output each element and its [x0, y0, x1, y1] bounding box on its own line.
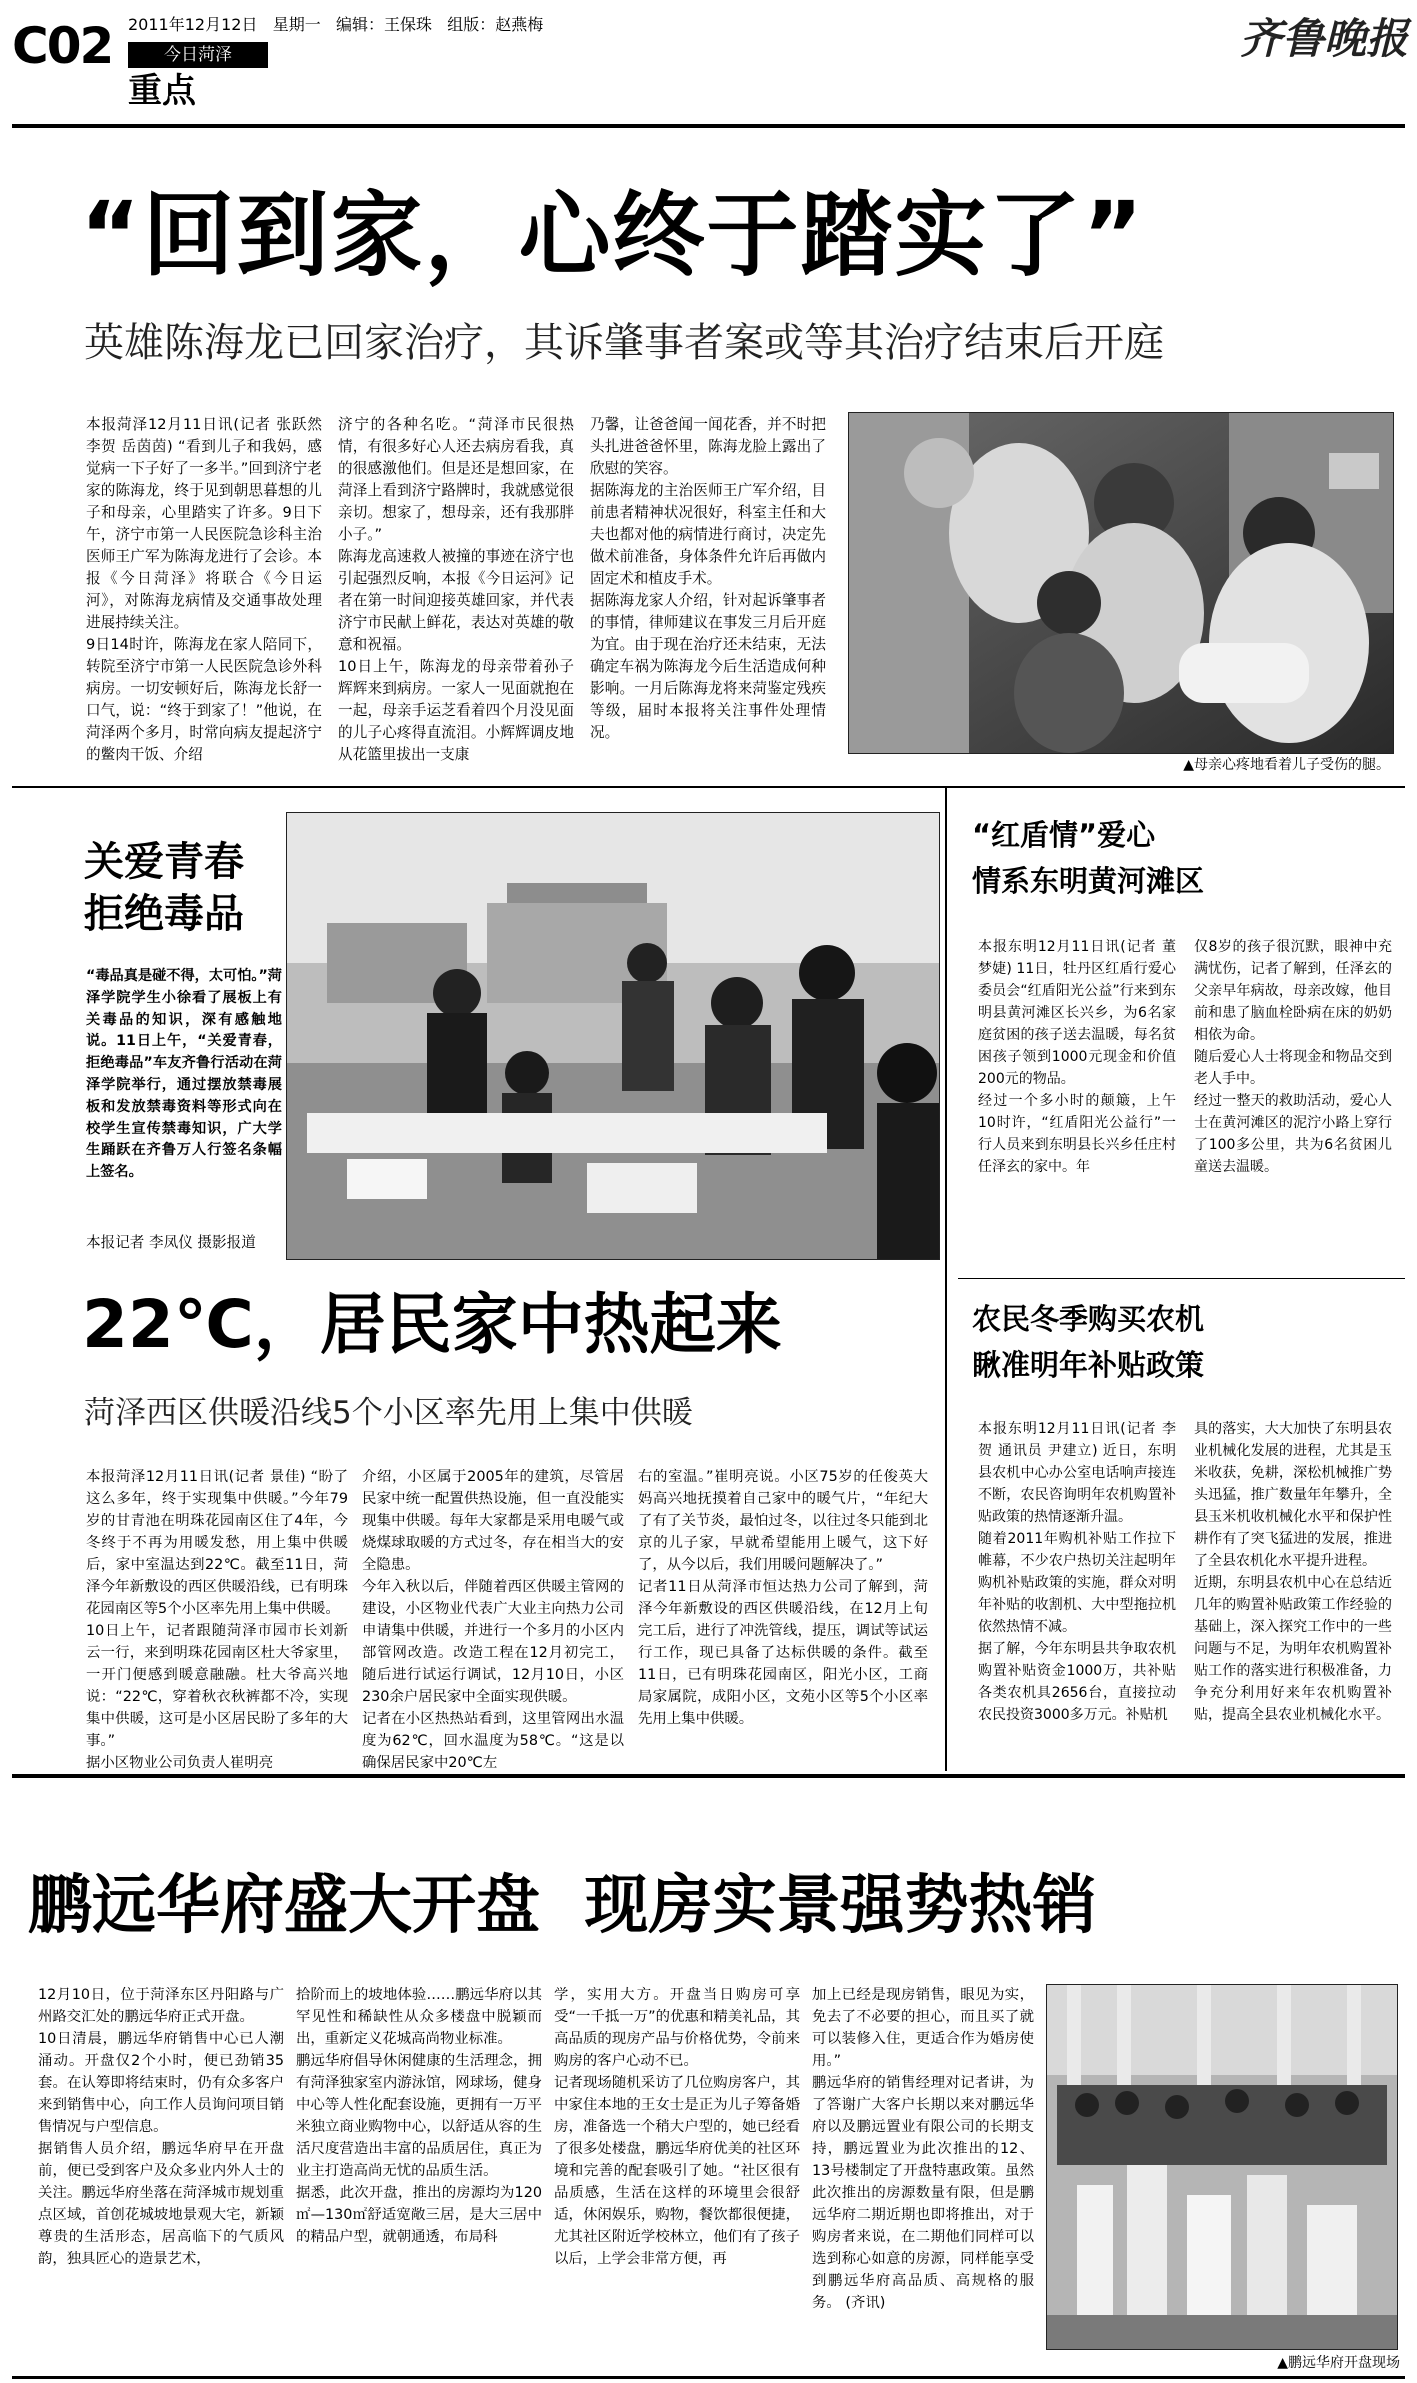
divider: [12, 786, 1405, 788]
divider: [945, 786, 947, 1771]
story1-column: 济宁的各种名吃。“菏泽市民很热情，有很多好心人还去病房看我，真的很感激他们。但是还是想回家，在菏泽上看到济宁路牌时，我就感觉很亲切。想家了，想母亲，还有我那胖小子。” 陈海龙高速救人被撞的事迹在济宁也引起强烈反响，本报《今日运河》记者在第一时间迎接英雄回家，并代表济宁市民献上鲜花，表达对英雄的敬意和祝福。 10日上午，陈海龙的母亲带着孙子辉辉来到病房。一家人一见面就抱在一起，母亲手运芝看着四个月没见面的儿子心疼得直流泪。小辉辉调皮地从花篮里拔出一支康: [338, 416, 574, 763]
story3-column: 仅8岁的孩子很沉默，眼神中充满忧伤，记者了解到，任泽玄的父亲早年病故，母亲改嫁，他目前和患了脑血栓卧病在床的奶奶相依为命。 随后爱心人士将现金和物品交到老人手中。 经过一整天的救助活动，爱心人士在黄河滩区的泥泞小路上穿行了100多公里，共为6名贫困儿童送去温暖。: [1194, 939, 1392, 1175]
story5-headline-line: 瞅准明年补贴政策: [972, 1348, 1205, 1382]
story1-photo-caption: ▲母亲心疼地看着儿子受伤的腿。: [1183, 757, 1390, 773]
weekday: 星期一: [272, 15, 321, 34]
story5-column: 具的落实，大大加快了东明县农业机械化发展的进程，尤其是玉米收获，免耕，深松机械推广势头迅猛，推广数量年年攀升，全县玉米机收机械化水平和保护性耕作有了突飞猛进的发展，推进了全县农机化水平提升进程。 近期，东明县农机中心在总结近几年的购置补贴政策工作经验的基础上，深入探究工作中的一些问题与不足，为明年农机购置补贴工作的落实进行积极准备，力争充分利用好来年农机购置补贴，提高全县农业机械化水平。: [1194, 1421, 1392, 1723]
story5-column: 本报东明12月11日讯(记者 李贺 通讯员 尹建立) 近日，东明县农机中心办公室电话响声接连不断，农民咨询明年农机购置补贴政策的热情逐渐升温。 随着2011年购机补贴工作拉下帷幕，不少农户热切关注起明年购机补贴政策的实施，群众对明年补贴的收割机、大中型拖拉机依然热情不减。 据了解，今年东明县共争取农机购置补贴资金1000万，共补贴各类农机具2656台，直接拉动农民投资3000多万元。补贴机: [978, 1421, 1176, 1723]
story5-headline-line: 农民冬季购买农机: [972, 1302, 1205, 1336]
story4-column: 本报菏泽12月11日讯(记者 景佳) “盼了这么多年，终于实现集中供暖。”今年79岁的甘青池在明珠花园南区住了4年，今冬终于不再为用暖发愁，用上集中供暖后，家中室温达到22℃。截至11日，菏泽今年新敷设的西区供暖沿线，已有明珠花园南区等5个小区率先用上集中供暖。 10日上午，记者跟随菏泽市园市长刘新云一行，来到明珠花园南区杜大爷家里，一开门便感到暖意融融。杜大爷高兴地说：“22℃，穿着秋衣秋裤都不冷，实现集中供暖，这可是小区居民盼了多年的大事。” 据小区物业公司负责人崔明亮: [86, 1469, 348, 1770]
ad-column: 12月10日，位于菏泽东区丹阳路与广州路交汇处的鹏远华府正式开盘。 10日清晨，鹏远华府销售中心已人潮涌动。开盘仅2个小时，便已劲销35套。在认筹即将结束时，仍有众多客户来到销售中心，向工作人员询问项目销售情况与户型信息。 据销售人员介绍，鹏远华府早在开盘前，便已受到客户及众多业内外人士的关注。鹏远华府坐落在菏泽城市规划重点区域，首创花城坡地景观大宅，新颖尊贵的生活形态，居高临下的气质风韵，独具匠心的造景艺术，: [38, 1987, 284, 2267]
ad-photo-caption: ▲鹏远华府开盘现场: [1277, 2355, 1400, 2371]
ad-column: 学，实用大方。开盘当日购房可享受“一千抵一万”的优惠和精美礼品，其高品质的现房产品与价格优势，令前来购房的客户心动不已。 记者现场随机采访了几位购房客户，其中家住本地的王女士是正为儿子筹备婚房，准备选一个稍大户型的，她已经看了很多处楼盘，鹏远华府优美的社区环境和完善的配套吸引了她。“社区很有品质感，生活在这样的环境里会很舒适，休闲娱乐，购物，餐饮都很便捷，尤其社区附近学校林立，他们有了孩子以后，上学会非常方便，再: [554, 1987, 800, 2267]
story3-headline-line: 情系东明黄河滩区: [972, 864, 1205, 898]
date: 2011年12月12日: [128, 15, 258, 34]
story4-column: 右的室温。”崔明亮说。小区75岁的任俊英大妈高兴地抚摸着自己家中的暖气片，“年纪大了有了关节炎，最怕过冬，以往过冬只能到北京的儿子家，早就希望能用上暖气，这下好了，从今以后，我们用暖问题解决了。” 记者11日从菏泽市恒达热力公司了解到，菏泽今年新敷设的西区供暖沿线，在12月上旬完工后，进行了冲洗管线，提压，调试等试运行工作，现已具备了达标供暖的条件。截至11日，已有明珠花园南区，阳光小区，工商局家属院，成阳小区，文苑小区等5个小区率先用上集中供暖。: [638, 1469, 928, 1727]
story3-headline-line: “红盾情”爱心: [972, 818, 1156, 852]
story1-column: 乃馨，让爸爸闻一闻花香，并不时把头扎进爸爸怀里，陈海龙脸上露出了欣慰的笑容。 据陈海龙的主治医师王广军介绍，目前患者精神状况很好，科室主任和大夫也都对他的病情进行商讨，决定先做术前准备，身体条件允许后再做内固定术和植皮手术。 据陈海龙家人介绍，针对起诉肇事者的事情，律师建议在事发三月后开庭为宜。由于现在治疗还未结束，无法确定车祸为陈海龙今后生活造成何种影响。一月后陈海龙将来菏鉴定残疾等级，届时本报将关注事件处理情况。: [590, 416, 826, 741]
masthead-rule: [12, 124, 1405, 128]
editor: 编辑：王保珠: [336, 15, 433, 34]
story2-byline: 本报记者 李凤仪 摄影报道: [86, 1234, 256, 1251]
story5-headline: [972, 1296, 1392, 1388]
story2-headline: [84, 836, 284, 940]
story2-headline-line: 拒绝毒品: [84, 891, 244, 937]
story1-headline: “回到家，心终于踏实了”: [80, 182, 1145, 289]
section-tag: 今日菏泽: [128, 42, 268, 68]
ad-headline: 鹏远华府盛大开盘 现房实景强势热销: [28, 1869, 1097, 1943]
sales-center-photo: [1047, 1985, 1397, 2349]
story4-subhead: 菏泽西区供暖沿线5个小区率先用上集中供暖: [84, 1395, 693, 1431]
story2-photo: [286, 812, 940, 1260]
divider: [958, 1278, 1405, 1279]
ad-photo: [1046, 1984, 1398, 2350]
ad-frame-rule: [12, 1774, 1405, 1778]
story4-column: 介绍，小区属于2005年的建筑，尽管居民家中统一配置供热设施，但一直没能实现集中供暖。每年大家都是采用电暖气或烧煤球取暖的方式过冬，存在相当大的安全隐患。 今年入秋以后，伴随着西区供暖主管网的建设，小区物业代表广大业主向热力公司申请集中供暖，并进行一个多月的小区内部管网改造。改造工程在12月初完工，随后进行试运行调试，12月10日，小区230余户居民家中全面实现供暖。 记者在小区热热站看到，这里管网出水温度为62℃，回水温度为58℃。“这是以确保居民家中20℃左: [362, 1469, 624, 1770]
issue-date: [128, 14, 543, 36]
story2-headline-line: 关爱青春: [84, 839, 244, 885]
story4-headline: 22℃，居民家中热起来: [82, 1286, 782, 1363]
ad-column: 拾阶而上的坡地体验……鹏远华府以其罕见性和稀缺性从众多楼盘中脱颖而出，重新定义花城高尚物业标准。 鹏远华府倡导休闲健康的生活理念，拥有菏泽独家室内游泳馆，网球场，健身中心等人性化配套设施，更拥有一万平米独立商业购物中心，以舒适从容的生活尺度营造出丰富的品质居住，真正为业主打造高尚无忧的品质生活。 据悉，此次开盘，推出的房源均为120㎡—130㎡舒适宽敞三居，是大三居中的精品户型，就朝通透，布局科: [296, 1987, 542, 2245]
family-hospital-photo: [849, 413, 1393, 753]
story1-subhead: 英雄陈海龙已回家治疗，其诉肇事者案或等其治疗结束后开庭: [84, 320, 1164, 366]
story3-headline: [972, 812, 1392, 904]
story2-body: “毒品真是碰不得，太可怕。”菏泽学院学生小徐看了展板上有关毒品的知识，深有感触地说。11日上午，“关爱青春，拒绝毒品”车友齐鲁行活动在菏泽学院举行，通过摆放禁毒展板和发放禁毒资料等形式向在校学生宣传禁毒知识，广大学生踊跃在齐鲁万人行签名条幅上签名。: [86, 968, 282, 1181]
bottom-rule: [12, 2376, 1405, 2379]
page-number: C02: [12, 17, 113, 75]
students-signing-photo: [287, 813, 939, 1259]
story3-column: 本报东明12月11日讯(记者 董梦婕) 11日，牡丹区红盾行爱心委员会“红盾阳光公益”行来到东明县黄河滩区长兴乡，为6名家庭贫困的孩子送去温暖，每名贫困孩子领到1000元现金和价值200元的物品。 经过一个多小时的颠簸，上午10时许，“红盾阳光公益行”一行人员来到东明县长兴乡任庄村任泽玄的家中。年: [978, 939, 1176, 1175]
story1-column: 本报菏泽12月11日讯(记者 张跃然 李贺 岳茵茵) “看到儿子和我妈，感觉病一下子好了一多半。”回到济宁老家的陈海龙，终于见到朝思暮想的儿子和母亲，心里踏实了许多。9日下午，济宁市第一人民医院急诊科主治医师王广军为陈海龙进行了会诊。本报《今日菏泽》将联合《今日运河》，对陈海龙病情及交通事故处理进展持续关注。 9日14时许，陈海龙在家人陪同下，转院至济宁市第一人民医院急诊外科病房。一切安顿好后，陈海龙长舒一口气，说：“终于到家了！”他说，在菏泽两个多月，时常向病友提起济宁的鳖肉干饭、介绍: [86, 416, 322, 763]
ad-column: 加上已经是现房销售，眼见为实，免去了不必要的担心，而且买了就可以装修入住，更适合作为婚房使用。” 鹏远华府的销售经理对记者讲，为了答谢广大客户长期以来对鹏远华府以及鹏远置业有限公司的长期支持，鹏远置业为此次推出的12、13号楼制定了开盘特惠政策。虽然此次推出的房源数量有限，但是鹏远华府二期近期也即将推出，对于购房者来说，在二期他们同样可以选到称心如意的房源，同样能享受到鹏远华府高品质、高规格的服务。 (齐讯): [812, 1987, 1034, 2311]
newspaper-logo: 齐鲁晚报: [1240, 14, 1409, 63]
layout-editor: 组版：赵燕梅: [447, 15, 544, 34]
section-title: 重点: [128, 71, 196, 111]
story1-photo: [848, 412, 1394, 754]
